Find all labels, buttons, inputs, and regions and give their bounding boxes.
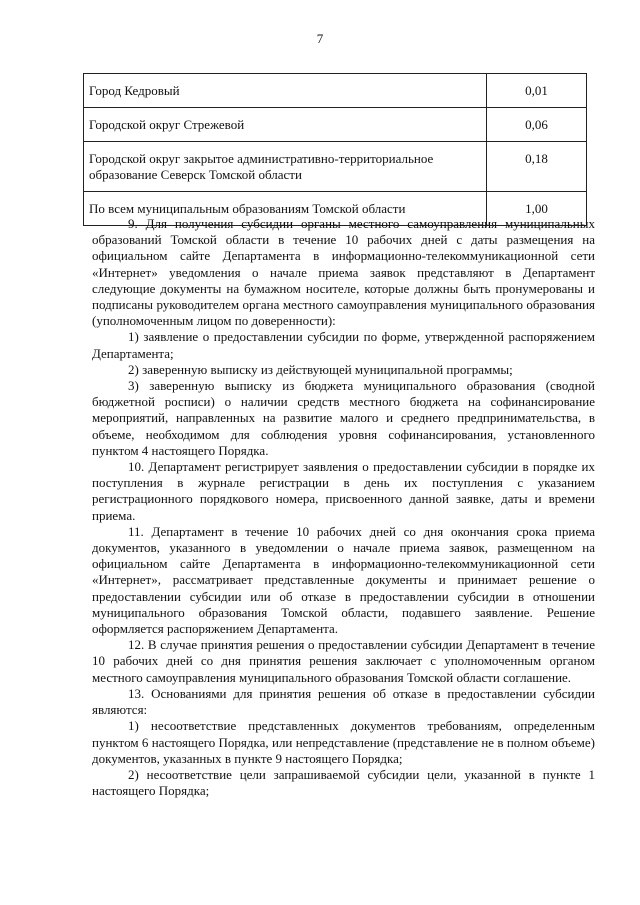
paragraph-13-item-2: 2) несоответствие цели запрашиваемой субсидии цели, указанной в пункте 1 настоящего Порядка; xyxy=(92,766,595,799)
document-body xyxy=(92,216,595,799)
municipality-name: Городской округ Стрежевой xyxy=(84,108,487,142)
paragraph-12: 12. В случае принятия решения о предоставлении субсидии Департамент в течение 10 рабочих дней со дня принятия решения заключает с уполномоченным органом местного самоуправления муниципального образования Томской области соглашение. xyxy=(92,637,595,685)
page-number: 7 xyxy=(316,31,324,46)
paragraph-9: 9. Для получения субсидии органы местного самоуправления муниципальных образований Томской области в течение 10 рабочих дней с даты размещения на официальном сайте Департамента в информационно-телекоммуникационной сети «Интернет» уведомления о начале приема заявок представляют в Департамент следующие документы на бумажном носителе, которые должны быть пронумерованы и подписаны руководителем органа местного самоуправления муниципального образования (уполномоченным лицом по доверенности): xyxy=(92,216,595,329)
table-row xyxy=(84,108,587,142)
municipality-name: По всем муниципальным образованиям Томской области xyxy=(84,192,487,226)
municipality-name: Городской округ закрытое административно-территориальное образование Северск Томской области xyxy=(84,142,487,192)
paragraph-13-item-1: 1) несоответствие представленных документов требованиям, определенным пунктом 6 настоящего Порядка, или непредставление (представление не в полном объеме) документов, указанных в пункте 9 настоящего Порядка; xyxy=(92,718,595,766)
paragraph-10: 10. Департамент регистрирует заявления о предоставлении субсидии в порядке их поступления в журнале регистрации в день их поступления с указанием регистрационного порядкового номера, присвоенного данной заявке, даты и времени приема. xyxy=(92,459,595,523)
paragraph-13: 13. Основаниями для принятия решения об отказе в предоставлении субсидии являются: xyxy=(92,685,595,718)
coefficient-value: 0,18 xyxy=(487,142,587,192)
coefficient-value: 1,00 xyxy=(487,192,587,226)
paragraph-9-item-2: 2) заверенную выписку из действующей муниципальной программы; xyxy=(128,361,513,377)
paragraph-11: 11. Департамент в течение 10 рабочих дней со дня окончания срока приема документов, указанного в уведомлении о начале приема заявок, размещенном на официальном сайте Департамента в информационно-телекоммуникационной сети «Интернет», рассматривает представленные документы и принимает решение о предоставлении субсидии или об отказе в предоставлении субсидии в отношении муниципального образования Томской области, подавшего заявление. Решение оформляется распоряжением Департамента. xyxy=(92,523,595,637)
paragraph-9-item-1: 1) заявление о предоставлении субсидии по форме, утвержденной распоряжением Департамента; xyxy=(92,329,595,361)
coefficient-value: 0,06 xyxy=(487,108,587,142)
paragraph-9-item-3: 3) заверенную выписку из бюджета муниципального образования (сводной бюджетной росписи) о наличии средств местного бюджета на софинансирование мероприятий, направленных на развитие малого и среднего предпринимательства, в объеме, необходимом для соблюдения уровня софинансирования, установленного пунктом 4 настоящего Порядка. xyxy=(92,378,595,458)
table-row xyxy=(84,142,587,192)
coefficient-value: 0,01 xyxy=(487,74,587,108)
municipality-name: Город Кедровый xyxy=(84,74,487,108)
coefficient-table xyxy=(83,73,587,226)
table-row xyxy=(84,74,587,108)
